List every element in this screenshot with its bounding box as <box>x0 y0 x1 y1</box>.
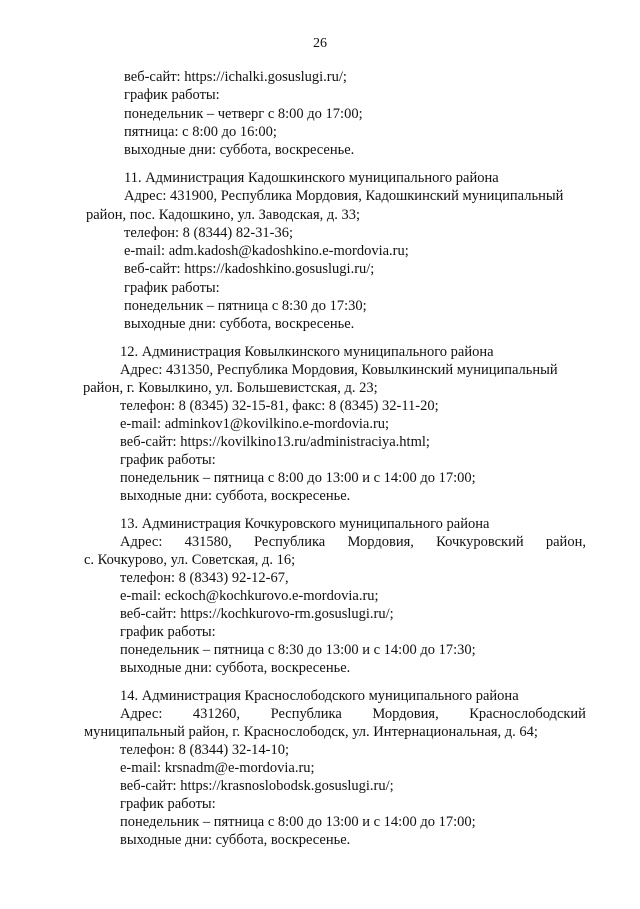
address-word: Республика <box>254 534 326 550</box>
ichalki-schedule-label: график работы: <box>124 87 220 103</box>
section-11-schedule: понедельник – пятница с 8:30 до 17:30; <box>124 298 367 314</box>
section-13-days-off: выходные дни: суббота, воскресенье. <box>120 660 351 676</box>
address-word: Адрес: <box>120 706 163 722</box>
section-13-address-line-2: с. Кочкурово, ул. Советская, д. 16; <box>84 552 296 568</box>
section-14-address-line-2: муниципальный район, г. Краснослободск, ул. Интернациональная, д. 64; <box>84 724 538 740</box>
section-13-website: веб-сайт: https://kochkurovo-rm.gosuslugi.ru/; <box>120 606 394 622</box>
section-12-email: e-mail: adminkov1@kovilkino.e-mordovia.ru; <box>120 416 390 432</box>
section-12-website: веб-сайт: https://kovilkino13.ru/administraciya.html; <box>120 434 430 450</box>
section-12-schedule-label: график работы: <box>120 452 216 468</box>
address-word: Краснослободский <box>469 706 586 722</box>
section-13-email: e-mail: eckoch@kochkurovo.e-mordovia.ru; <box>120 588 379 604</box>
ichalki-schedule-2: пятница: с 8:00 до 16:00; <box>124 124 277 140</box>
section-13-title: 13. Администрация Кочкуровского муниципального района <box>120 516 490 532</box>
section-12-address-line-1: Адрес: 431350, Республика Мордовия, Ковылкинский муниципальный <box>120 362 558 378</box>
section-11-phone: телефон: 8 (8344) 82-31-36; <box>124 225 294 241</box>
address-word: Республика <box>270 706 342 722</box>
address-word: Кочкуровский <box>436 534 524 550</box>
section-14-website: веб-сайт: https://krasnoslobodsk.gosuslugi.ru/; <box>120 778 394 794</box>
address-word: Мордовия, <box>372 706 439 722</box>
address-word: район, <box>545 534 586 550</box>
section-11-address-line-1: Адрес: 431900, Республика Мордовия, Кадошкинский муниципальный <box>124 188 564 204</box>
ichalki-website: веб-сайт: https://ichalki.gosuslugi.ru/; <box>124 69 347 85</box>
section-11-days-off: выходные дни: суббота, воскресенье. <box>124 316 355 332</box>
address-word: Адрес: <box>120 534 163 550</box>
section-14-days-off: выходные дни: суббота, воскресенье. <box>120 832 351 848</box>
section-14-schedule: понедельник – пятница с 8:00 до 13:00 и с 14:00 до 17:00; <box>120 814 476 830</box>
section-11-website: веб-сайт: https://kadoshkino.gosuslugi.ru/; <box>124 261 375 277</box>
section-13-schedule-label: график работы: <box>120 624 216 640</box>
section-11-title: 11. Администрация Кадошкинского муниципального района <box>124 170 499 186</box>
ichalki-days-off: выходные дни: суббота, воскресенье. <box>124 142 355 158</box>
section-13-phone: телефон: 8 (8343) 92-12-67, <box>120 570 289 586</box>
section-12-schedule: понедельник – пятница с 8:00 до 13:00 и с 14:00 до 17:00; <box>120 470 476 486</box>
section-12-address-line-2: район, г. Ковылкино, ул. Большевистская, д. 23; <box>83 380 378 396</box>
page-number: 26 <box>313 36 327 51</box>
section-11-address-line-2: район, пос. Кадошкино, ул. Заводская, д. 33; <box>86 207 361 223</box>
section-13-schedule: понедельник – пятница с 8:30 до 13:00 и с 14:00 до 17:30; <box>120 642 476 658</box>
section-12-phone: телефон: 8 (8345) 32-15-81, факс: 8 (8345) 32-11-20; <box>120 398 439 414</box>
section-12-days-off: выходные дни: суббота, воскресенье. <box>120 488 351 504</box>
section-14-title: 14. Администрация Краснослободского муниципального района <box>120 688 519 704</box>
section-12-title: 12. Администрация Ковылкинского муниципального района <box>120 344 494 360</box>
section-11-email: e-mail: adm.kadosh@kadoshkino.e-mordovia.ru; <box>124 243 409 259</box>
address-word: 431260, <box>192 706 241 722</box>
ichalki-schedule-1: понедельник – четверг с 8:00 до 17:00; <box>124 106 363 122</box>
section-11-schedule-label: график работы: <box>124 280 220 296</box>
section-14-address-line-1 <box>120 705 586 723</box>
section-13-address-line-1 <box>120 533 586 551</box>
section-14-email: e-mail: krsnadm@e-mordovia.ru; <box>120 760 315 776</box>
section-14-schedule-label: график работы: <box>120 796 216 812</box>
address-word: Мордовия, <box>347 534 414 550</box>
address-word: 431580, <box>184 534 232 550</box>
section-14-phone: телефон: 8 (8344) 32-14-10; <box>120 742 290 758</box>
